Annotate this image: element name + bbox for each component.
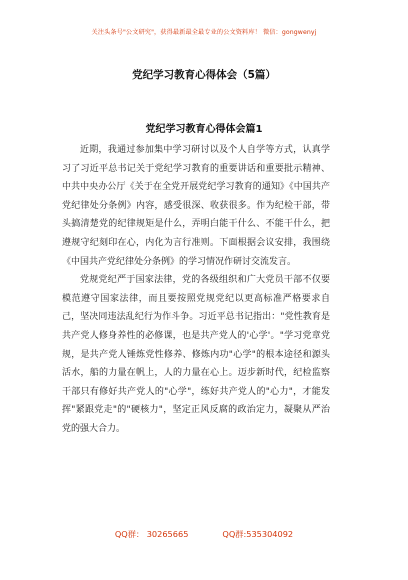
body-paragraph: 党规党纪严于国家法律，党的各级组织和广大党员干部不仅要模范遵守国家法律，而且要按照党规党纪以更高标准严格要求自己，坚决同违法乱纪行为作斗争。习近平总书记指出："党性教育是共产党人修身养性的必修课，也是共产党人的'心学'。"学习党章党规，是共产党人锤炼党性修养、修炼内功"心学"的根本途径和源头活水，船的力量在帆上，人的力量在心上。迈步新时代，纪检监察干部只有修好共产党人的"心学"，练好共产党人的"心力"，才能发挥"紧跟党走"的"硬核力"，坚定正风反腐的政治定力，凝聚从严治党的强大合力。 [62,275,330,434]
section-title: 党纪学习教育心得体会篇1 [145,124,263,135]
body-paragraph: 近期，我通过参加集中学习研讨以及个人自学等方式，认真学习了习近平总书记关于党纪学习教育的重要讲话和重要批示精神、中共中央办公厅《关于在全党开展党纪学习教育的通知》《中国共产党纪律处分条例》内容，感受很深、收获很多。作为纪检干部，带头搞清楚党的纪律规矩是什么，弄明白能干什么、不能干什么，把遵规守纪刻印在心，内化为言行准则。下面根据会议安排，我围绕《中国共产党纪律处分条例》的学习情况作研讨交流发言。 [62,145,330,267]
promo-header-text: 关注头条号"公文研究"，获得最新最全最专业的公文资料库！ 微信：gongwenyj [91,29,317,36]
footer-contact [0,529,408,540]
document-title: 党纪学习教育心得体会（5篇） [132,69,276,81]
document-body [62,141,330,439]
footer-qq-group-1: QQ群： 30265665 [114,529,189,539]
footer-qq-group-2: QQ群:535304092 [222,529,294,539]
